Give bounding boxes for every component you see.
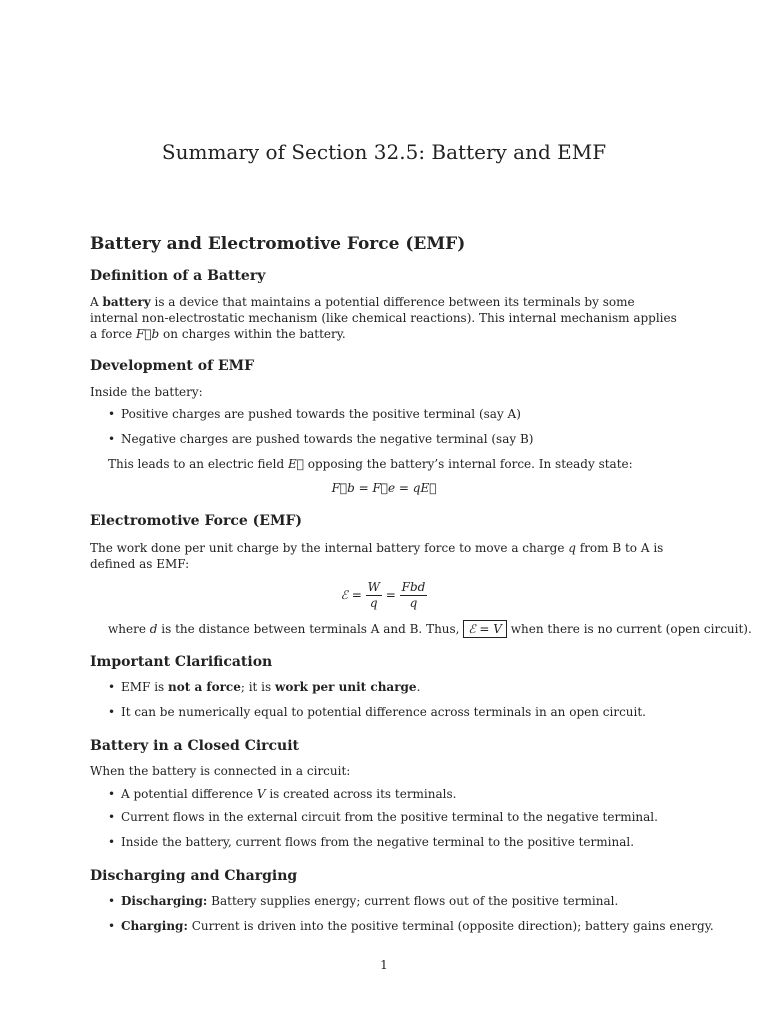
bullet-icon: • <box>108 787 116 801</box>
section-heading: Battery and Electromotive Force (EMF) <box>90 234 466 254</box>
fraction: $\frac{W}{q}$ <box>367 580 380 610</box>
bullet-icon: • <box>108 835 116 849</box>
emf-paragraph: The work done per unit charge by the internal battery force to move a charge q from B to A is defined as EMF: <box>90 541 664 571</box>
discharging-heading: Discharging and Charging <box>90 868 298 884</box>
development-after: This leads to an electric field E⃗ opposing the battery’s internal force. In steady state: <box>108 457 633 471</box>
list-item: • Negative charges are pushed towards the negative terminal (say B) <box>108 432 534 446</box>
list-item: • Inside the battery, current flows from the negative terminal to the positive terminal. <box>108 835 635 849</box>
force-symbol: F⃗b <box>136 327 160 341</box>
bullet-icon: • <box>108 407 116 421</box>
bullet-icon: • <box>108 894 116 908</box>
list-item: • Charging: Current is driven into the positive terminal (opposite direction); battery gains energy. <box>108 919 714 933</box>
page-number: 1 <box>380 958 388 972</box>
bullet-icon: • <box>108 432 116 446</box>
field-symbol: E⃗ <box>287 457 304 471</box>
list-item: • EMF is not a force; it is work per unit charge. <box>108 680 421 694</box>
bullet-icon: • <box>108 705 116 719</box>
clarification-heading: Important Clarification <box>90 654 273 670</box>
development-intro: Inside the battery: <box>90 385 203 399</box>
list-item: • Positive charges are pushed towards the positive terminal (say A) <box>108 407 521 421</box>
closed-circuit-heading: Battery in a Closed Circuit <box>90 738 300 754</box>
emf-heading: Electromotive Force (EMF) <box>90 513 303 529</box>
list-item: • It can be numerically equal to potential difference across terminals in an open circuit. <box>108 705 646 719</box>
list-item: • A potential difference V is created across its terminals. <box>108 787 457 801</box>
emf-where-line: where d is the distance between terminals A and B. Thus, ℰ = V when there is no current (open circuit). <box>108 622 752 636</box>
document-title: Summary of Section 32.5: Battery and EMF <box>161 140 607 164</box>
bullet-icon: • <box>108 919 116 933</box>
fraction: $\frac{\text{Fbd}}{q}$ <box>401 580 426 610</box>
closed-circuit-intro: When the battery is connected in a circuit: <box>90 764 351 778</box>
development-heading: Development of EMF <box>90 358 255 374</box>
bullet-icon: • <box>108 680 116 694</box>
list-item: • Discharging: Battery supplies energy; current flows out of the positive terminal. <box>108 894 619 908</box>
bullet-icon: • <box>108 810 116 824</box>
definition-heading: Definition of a Battery <box>90 268 266 284</box>
list-item: • Current flows in the external circuit from the positive terminal to the negative terminal. <box>108 810 658 824</box>
term-battery: battery <box>102 295 151 309</box>
definition-paragraph: A battery is a device that maintains a potential difference between its terminals by some internal non-electrostatic mechanism (like chemical reactions). This internal mechanism applies a force F⃗b on charges within the battery. <box>90 295 677 341</box>
steady-state-equation: F⃗b = F⃗e = qE⃗ <box>331 481 437 495</box>
boxed-equation: ℰ = V <box>463 620 507 638</box>
emf-equation: ℰ = $\frac{W}{q}$ = $\frac{\text{Fbd}}{q}$ <box>340 580 426 610</box>
